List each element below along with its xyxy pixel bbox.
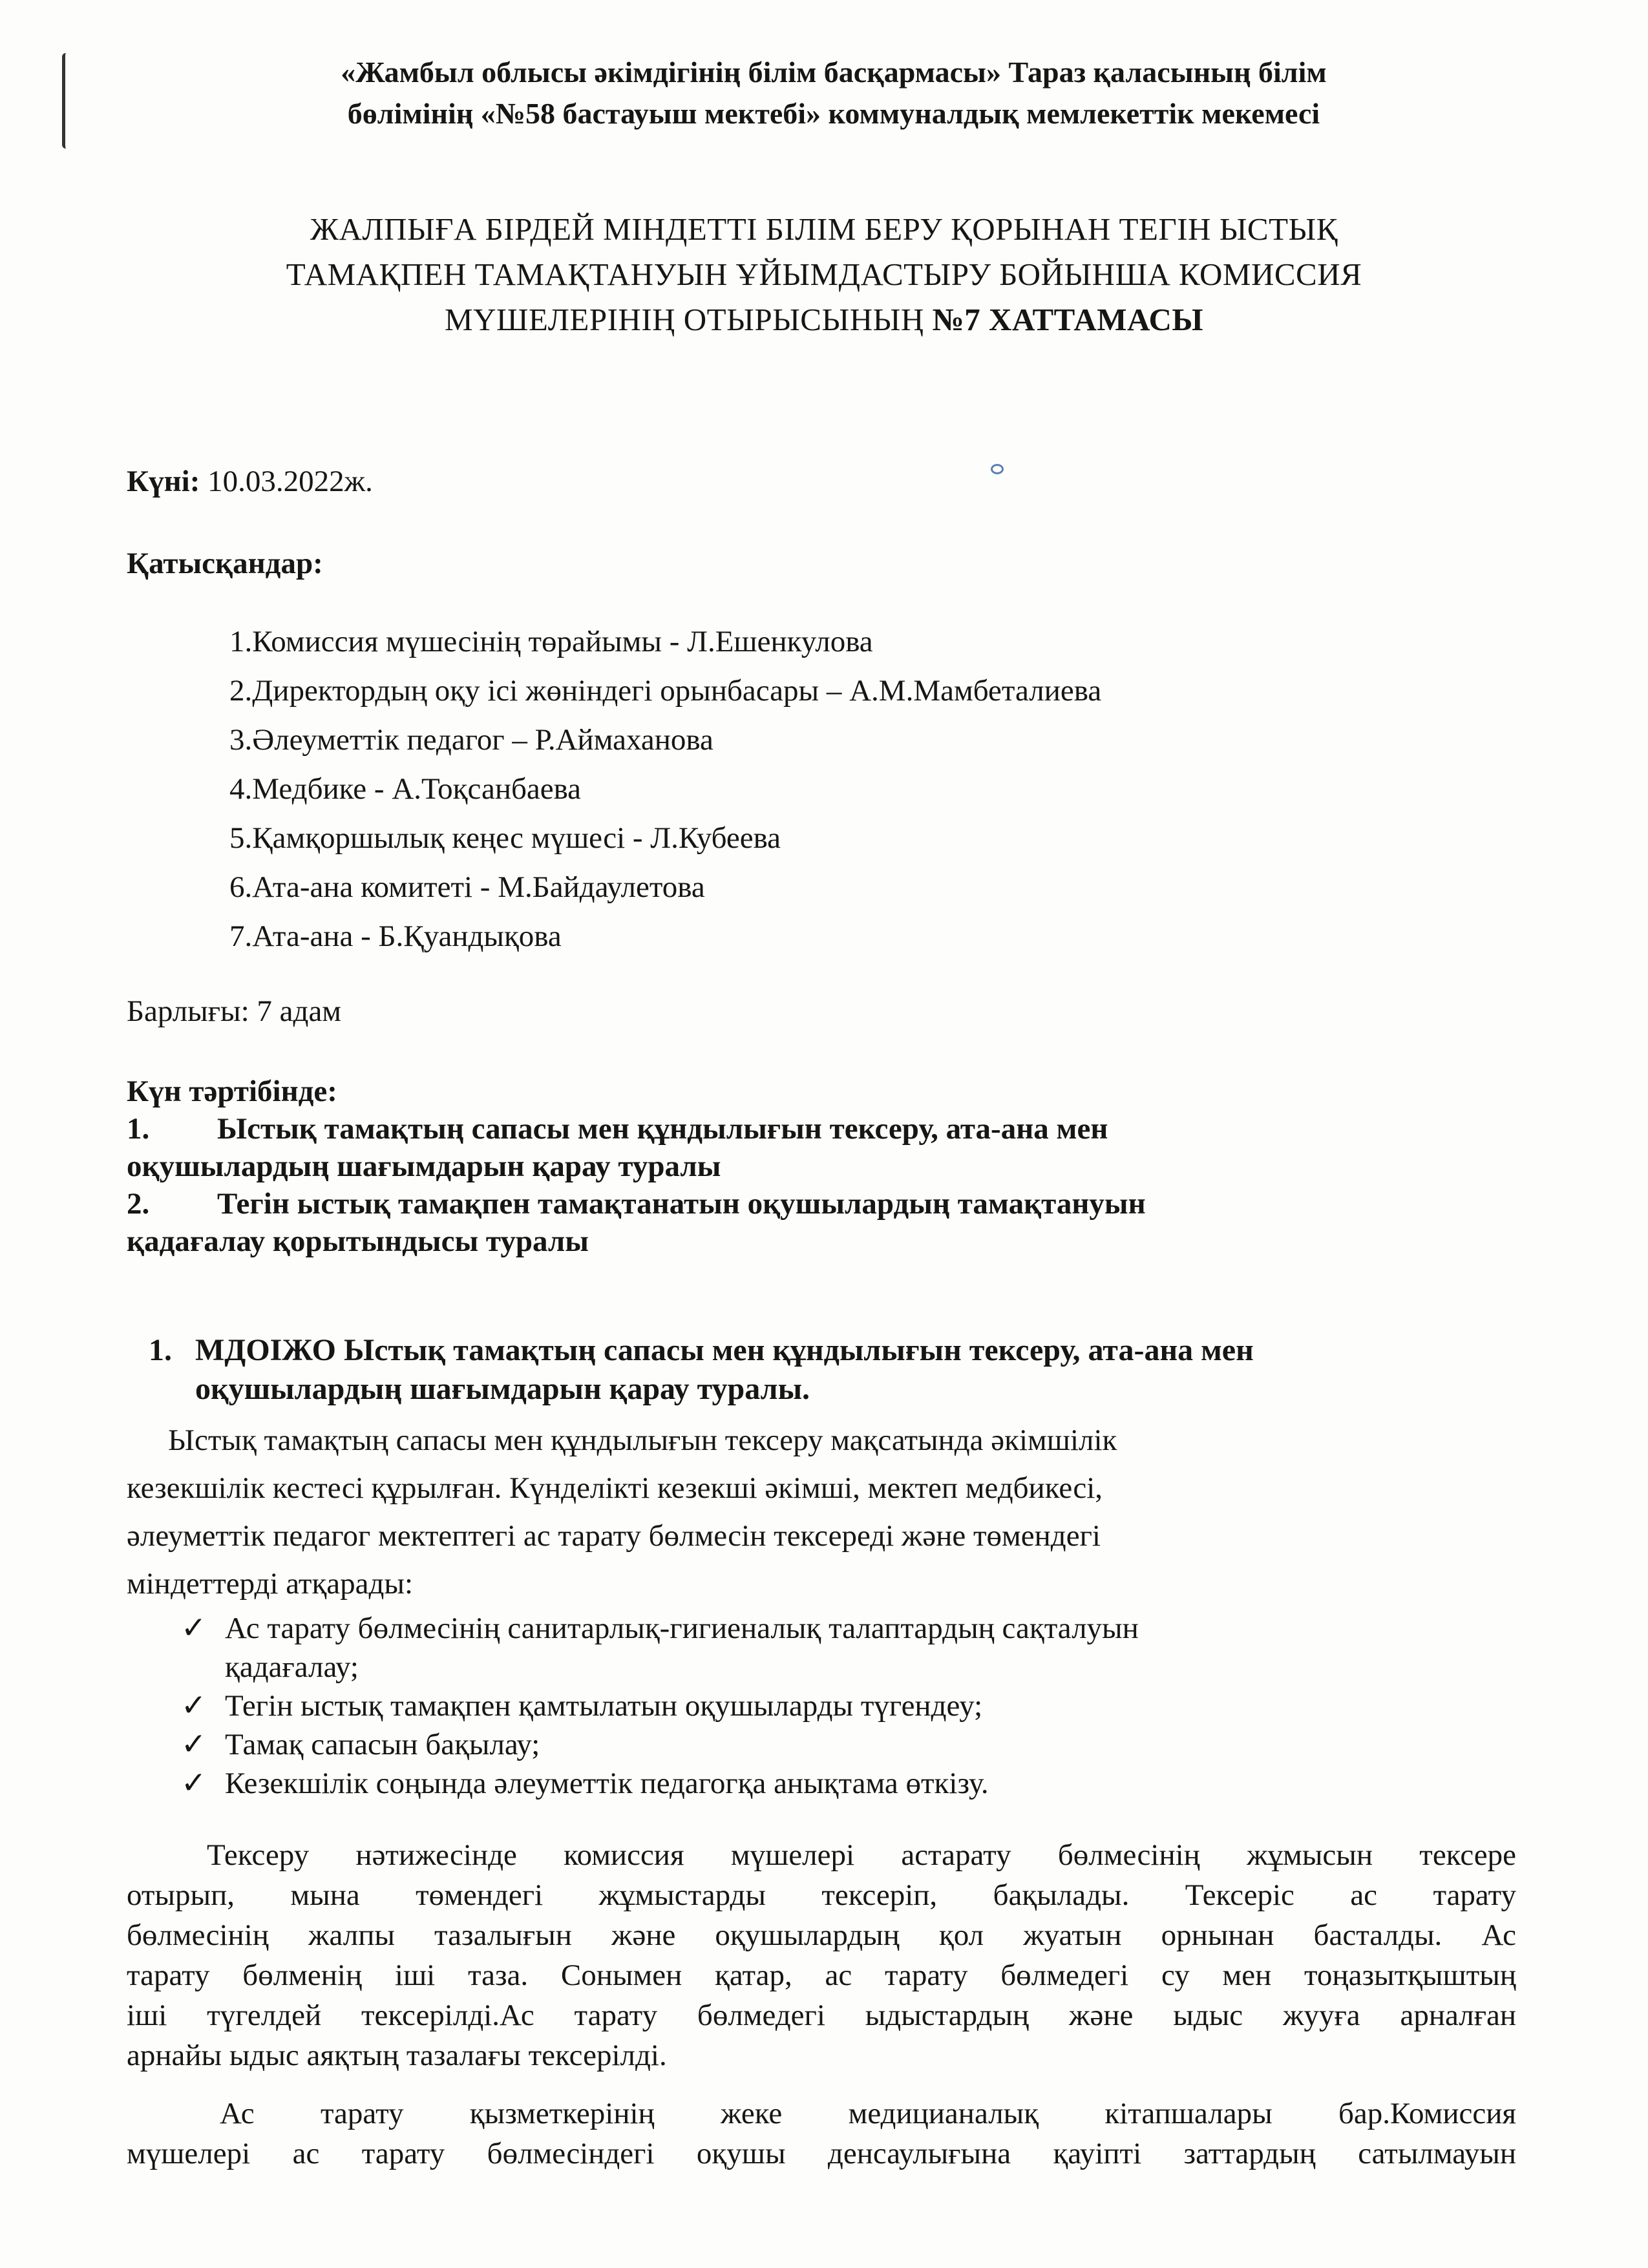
paragraph-line: бөлмесінің жалпы тазалығын және оқушылардың қол жуатын орнынан басталды. Ас [127, 1918, 1516, 1952]
date-label: Күні: [127, 465, 200, 498]
organization-header [187, 52, 1480, 134]
participant-item: 4.Медбике - А.Тоқсанбаева [229, 772, 582, 806]
participant-item: 1.Комиссия мүшесінің төрайымы - Л.Ешенкулова [229, 625, 873, 658]
checklist-item [181, 1609, 1139, 1686]
protocol-number: №7 ХАТТАМАСЫ [932, 302, 1203, 337]
agenda-item-text: Ыстық тамақтың сапасы мен құндылығын тексеру, ата-ана мен [217, 1112, 1108, 1146]
agenda-item-continuation: оқушылардың шағымдарын қарау туралы [127, 1150, 721, 1183]
participant-item: 7.Ата-ана - Б.Қуандықова [229, 919, 562, 953]
ink-speck [991, 464, 1004, 474]
section-1-heading [149, 1331, 1538, 1409]
total-count: Барлығы: 7 адам [127, 994, 342, 1028]
section-number: 1. [149, 1333, 172, 1367]
paragraph-line: кезекшілік кестесі құрылған. Күнделікті кезекші әкімші, мектеп медбикесі, [127, 1471, 1103, 1505]
paragraph-line: міндеттерді атқарады: [127, 1567, 414, 1601]
agenda [127, 1073, 1516, 1260]
checklist-text-continuation: қадағалау; [225, 1650, 359, 1684]
checklist-text: Ас тарату бөлмесінің санитарлық-гигиеналық талаптардың сақталуын [225, 1612, 1139, 1645]
paragraph-line: тарату бөлменің іші таза. Сонымен қатар, ас тарату бөлмедегі су мен тоңазытқыштың [127, 1958, 1516, 1992]
checklist-text: Тегін ыстық тамақпен қамтылатын оқушыларды түгендеу; [225, 1689, 983, 1723]
header-line-2: бөлімінің «№58 бастауыш мектебі» коммуналдық мемлекеттік мекемесі [347, 97, 1320, 130]
checkmark-icon: ✓ [181, 1612, 207, 1645]
title-line-3 [142, 297, 1506, 342]
agenda-label: Күн тәртібінде: [127, 1075, 337, 1108]
section-heading-continuation: оқушылардың шағымдарын қарау туралы. [195, 1372, 810, 1406]
participant-item: 6.Ата-ана комитеті - М.Байдаулетова [229, 870, 705, 904]
agenda-item-continuation: қадағалау қорытындысы туралы [127, 1224, 589, 1258]
header-line-1: «Жамбыл облысы әкімдігінің білім басқармасы» Тараз қаласының білім [341, 56, 1327, 89]
title-line-3-text: МҮШЕЛЕРІНІҢ ОТЫРЫСЫНЫҢ [445, 302, 933, 337]
date-value: 10.03.2022ж. [200, 465, 373, 498]
checklist-item [181, 1686, 1139, 1725]
title-line-1: ЖАЛПЫҒА БІРДЕЙ МІНДЕТТІ БІЛІМ БЕРУ ҚОРЫНАН ТЕГІН ЫСТЫҚ [310, 211, 1338, 247]
checkmark-icon: ✓ [181, 1767, 207, 1800]
checklist-item [181, 1764, 1139, 1803]
paragraph-line: іші түгелдей тексерілді.Ас тарату бөлмедегі ыдыстардың және ыдыс жууға арналған [127, 1999, 1516, 2032]
agenda-item [127, 1110, 1516, 1148]
agenda-item-number: 1. [127, 1112, 150, 1146]
binding-mark [62, 53, 74, 149]
duties-checklist [181, 1609, 1139, 1803]
checklist-item [181, 1725, 1139, 1764]
participant-item: 5.Қамқоршылық кеңес мүшесі - Л.Кубеева [229, 821, 781, 855]
checklist-text: Кезекшілік соңында әлеуметтік педагогқа анықтама өткізу. [225, 1767, 989, 1800]
paragraph-line: әлеуметтік педагог мектептегі ас тарату бөлмесін тексереді және төмендегі [127, 1519, 1101, 1553]
title-line-2: ТАМАҚПЕН ТАМАҚТАНУЫН ҰЙЫМДАСТЫРУ БОЙЫНША КОМИССИЯ [286, 257, 1362, 292]
paragraph-line: отырып, мына төмендегі жұмыстарды тексеріп, бақылады. Тексеріс ас тарату [127, 1878, 1516, 1912]
checklist-text: Тамақ сапасын бақылау; [225, 1728, 540, 1761]
participants-list [229, 617, 1101, 961]
document-title [142, 207, 1506, 342]
paragraph-line: Ыстық тамақтың сапасы мен құндылығын тексеру мақсатында әкімшілік [168, 1423, 1117, 1457]
paragraph-line: мүшелері ас тарату бөлмесіндегі оқушы денсаулығына қауіпті заттардың сатылмауын [127, 2137, 1516, 2170]
checkmark-icon: ✓ [181, 1689, 207, 1723]
agenda-item [127, 1185, 1516, 1223]
date-line [127, 462, 373, 501]
section-heading-text: МДОІЖО Ыстық тамақтың сапасы мен құндылығын тексеру, ата-ана мен [195, 1333, 1254, 1367]
agenda-item-text: Тегін ыстық тамақпен тамақтанатын оқушылардың тамақтануын [217, 1187, 1146, 1221]
participant-item: 2.Директордың оқу ісі жөніндегі орынбасары – А.М.Мамбеталиева [229, 674, 1102, 708]
participants-label: Қатысқандар: [127, 547, 323, 580]
paragraph-line: Ас тарату қызметкерінің жеке медицианалық кітапшалары бар.Комиссия [220, 2097, 1516, 2130]
paragraph-line: Тексеру нәтижесінде комиссия мүшелері астарату бөлмесінің жұмысын тексере [207, 1838, 1516, 1872]
paragraph-line: арнайы ыдыс аяқтың тазалағы тексерілді. [127, 2039, 667, 2072]
agenda-item-number: 2. [127, 1187, 150, 1221]
checkmark-icon: ✓ [181, 1728, 207, 1761]
participant-item: 3.Әлеуметтік педагог – Р.Аймаханова [229, 723, 713, 757]
section-heading-line [149, 1331, 1538, 1370]
